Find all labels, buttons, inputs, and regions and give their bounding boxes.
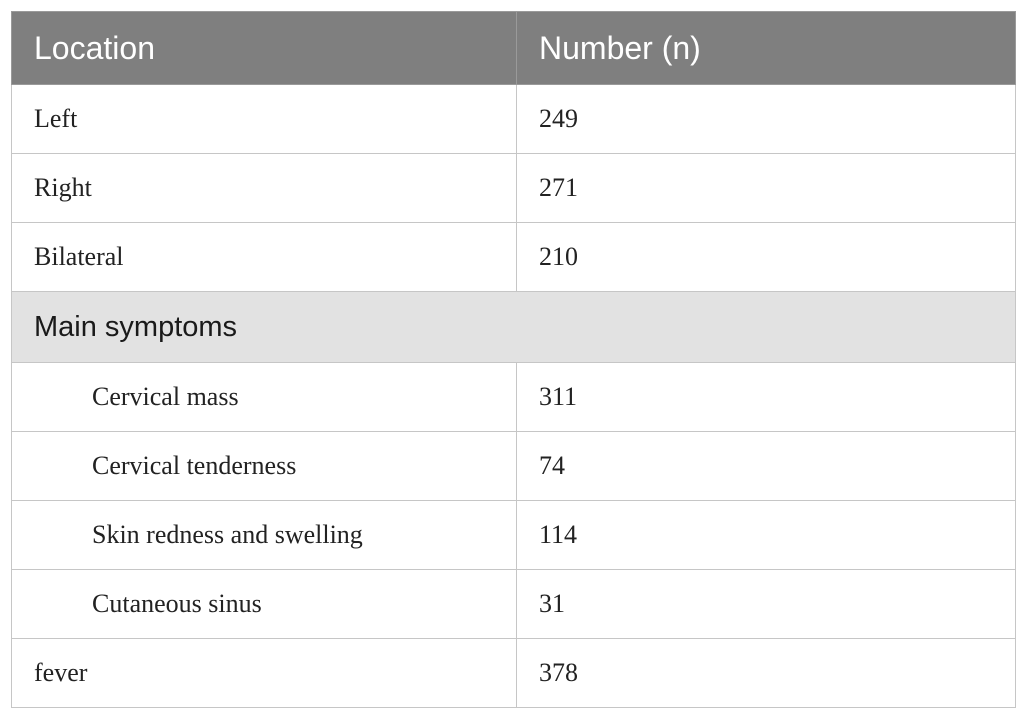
table-row <box>12 154 1016 223</box>
table-row <box>12 432 1016 501</box>
row-value: 249 <box>517 85 1016 154</box>
row-value: 210 <box>517 223 1016 292</box>
row-label: Cervical tenderness <box>12 432 517 501</box>
table-body <box>12 85 1016 708</box>
section-row-main-symptoms <box>12 292 1016 363</box>
table-row <box>12 223 1016 292</box>
row-label: Cutaneous sinus <box>12 570 517 639</box>
table-row <box>12 85 1016 154</box>
header-location: Location <box>12 12 517 85</box>
table-row <box>12 639 1016 708</box>
table-row <box>12 501 1016 570</box>
row-label: fever <box>12 639 517 708</box>
section-title: Main symptoms <box>12 292 1016 363</box>
data-table <box>11 11 1016 708</box>
row-label: Skin redness and swelling <box>12 501 517 570</box>
row-value: 31 <box>517 570 1016 639</box>
row-value: 311 <box>517 363 1016 432</box>
header-number: Number (n) <box>517 12 1016 85</box>
table-row <box>12 363 1016 432</box>
row-label: Bilateral <box>12 223 517 292</box>
row-label: Left <box>12 85 517 154</box>
row-label: Right <box>12 154 517 223</box>
row-value: 114 <box>517 501 1016 570</box>
table-header <box>12 12 1016 85</box>
row-label: Cervical mass <box>12 363 517 432</box>
header-row <box>12 12 1016 85</box>
table-row <box>12 570 1016 639</box>
row-value: 271 <box>517 154 1016 223</box>
row-value: 74 <box>517 432 1016 501</box>
row-value: 378 <box>517 639 1016 708</box>
